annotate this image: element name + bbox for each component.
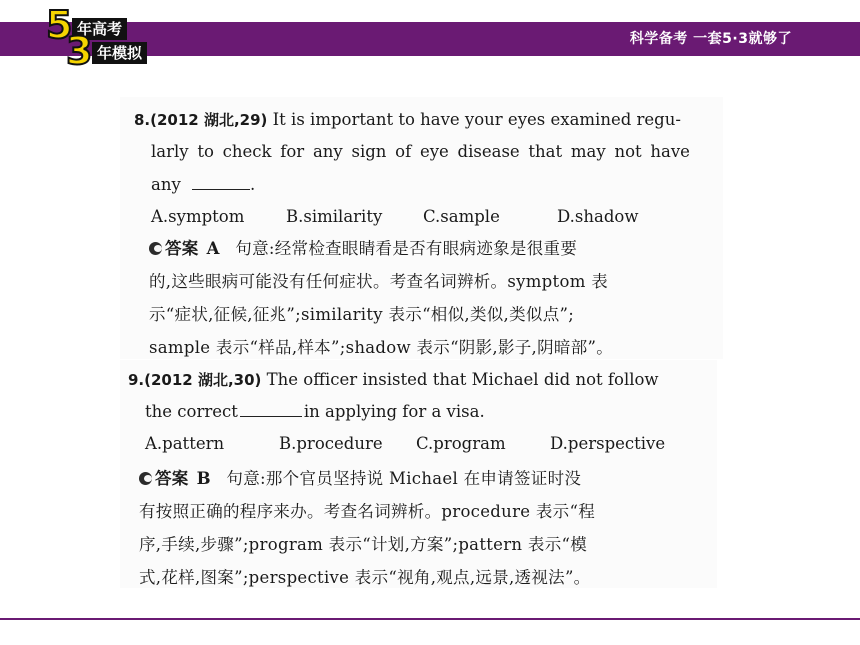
stem-tail: in applying for a visa. — [303, 402, 485, 421]
answer-9-line-3: 序,手续,步骤”;program 表示“计划,方案”;pattern 表示“模 — [139, 535, 588, 554]
answer-letter: B — [196, 469, 211, 488]
question-8-line-1 — [134, 109, 681, 130]
question-9-line-2 — [145, 402, 485, 421]
option-b: B.similarity — [286, 207, 383, 226]
option-c: C.sample — [423, 207, 500, 226]
explanation-text: 句意:经常检查眼睛看是否有眼病迹象是很重要 — [235, 239, 578, 258]
option-c: C.program — [416, 434, 506, 453]
stem-text: any — [151, 175, 181, 194]
question-9-line-1 — [128, 369, 659, 390]
stem-text: The officer insisted that Michael did not follow — [266, 370, 659, 389]
answer-blank — [240, 404, 302, 417]
question-8-line-3 — [151, 175, 255, 194]
answer-letter: A — [206, 239, 220, 258]
question-8-line-2: larly to check for any sign of eye disease that may not have — [151, 142, 690, 161]
question-source: (2012 湖北,29) — [150, 111, 268, 129]
stem-text: the correct — [145, 402, 238, 421]
answer-8-line-4: sample 表示“样品,样本”;shadow 表示“阴影,影子,阴暗部”。 — [149, 338, 614, 357]
option-b: B.procedure — [279, 434, 383, 453]
question-source: (2012 湖北,30) — [144, 371, 262, 389]
footer-divider — [0, 618, 860, 620]
option-a: A.pattern — [145, 434, 225, 453]
explanation-text: 句意:那个官员坚持说 Michael 在申请签证时没 — [226, 469, 582, 488]
answer-8-line-3: 示“症状,征候,征兆”;similarity 表示“相似,类似,类似点”; — [149, 305, 575, 324]
brand-logo — [46, 3, 166, 74]
option-a: A.symptom — [151, 207, 245, 226]
answer-label: 答案 — [165, 239, 199, 258]
logo-digit-3: 3 — [66, 29, 93, 73]
answer-9-line-2: 有按照正确的程序来办。考查名词辨析。procedure 表示“程 — [139, 502, 596, 521]
question-number: 9. — [128, 371, 145, 389]
answer-icon — [139, 472, 152, 485]
answer-9-line-4: 式,花样,图案”;perspective 表示“视角,观点,远景,透视法”。 — [139, 568, 591, 587]
logo-digit-5: 5 — [46, 3, 73, 47]
option-d: D.perspective — [550, 434, 666, 453]
answer-icon — [149, 242, 162, 255]
option-d: D.shadow — [557, 207, 639, 226]
slogan-text: 科学备考 一套5·3就够了 — [629, 31, 792, 47]
answer-blank — [192, 177, 250, 190]
logo-text-bottom: 年模拟 — [92, 42, 147, 64]
answer-label: 答案 — [155, 469, 189, 488]
answer-8-line-1 — [149, 235, 577, 259]
logo-text-top: 年高考 — [72, 18, 127, 40]
stem-text: It is important to have your eyes examined regu- — [272, 110, 681, 129]
stem-tail: . — [250, 175, 256, 194]
answer-9-line-1 — [139, 465, 581, 489]
answer-8-line-2: 的,这些眼病可能没有任何症状。考查名词辨析。symptom 表 — [149, 272, 608, 291]
question-number: 8. — [134, 111, 151, 129]
